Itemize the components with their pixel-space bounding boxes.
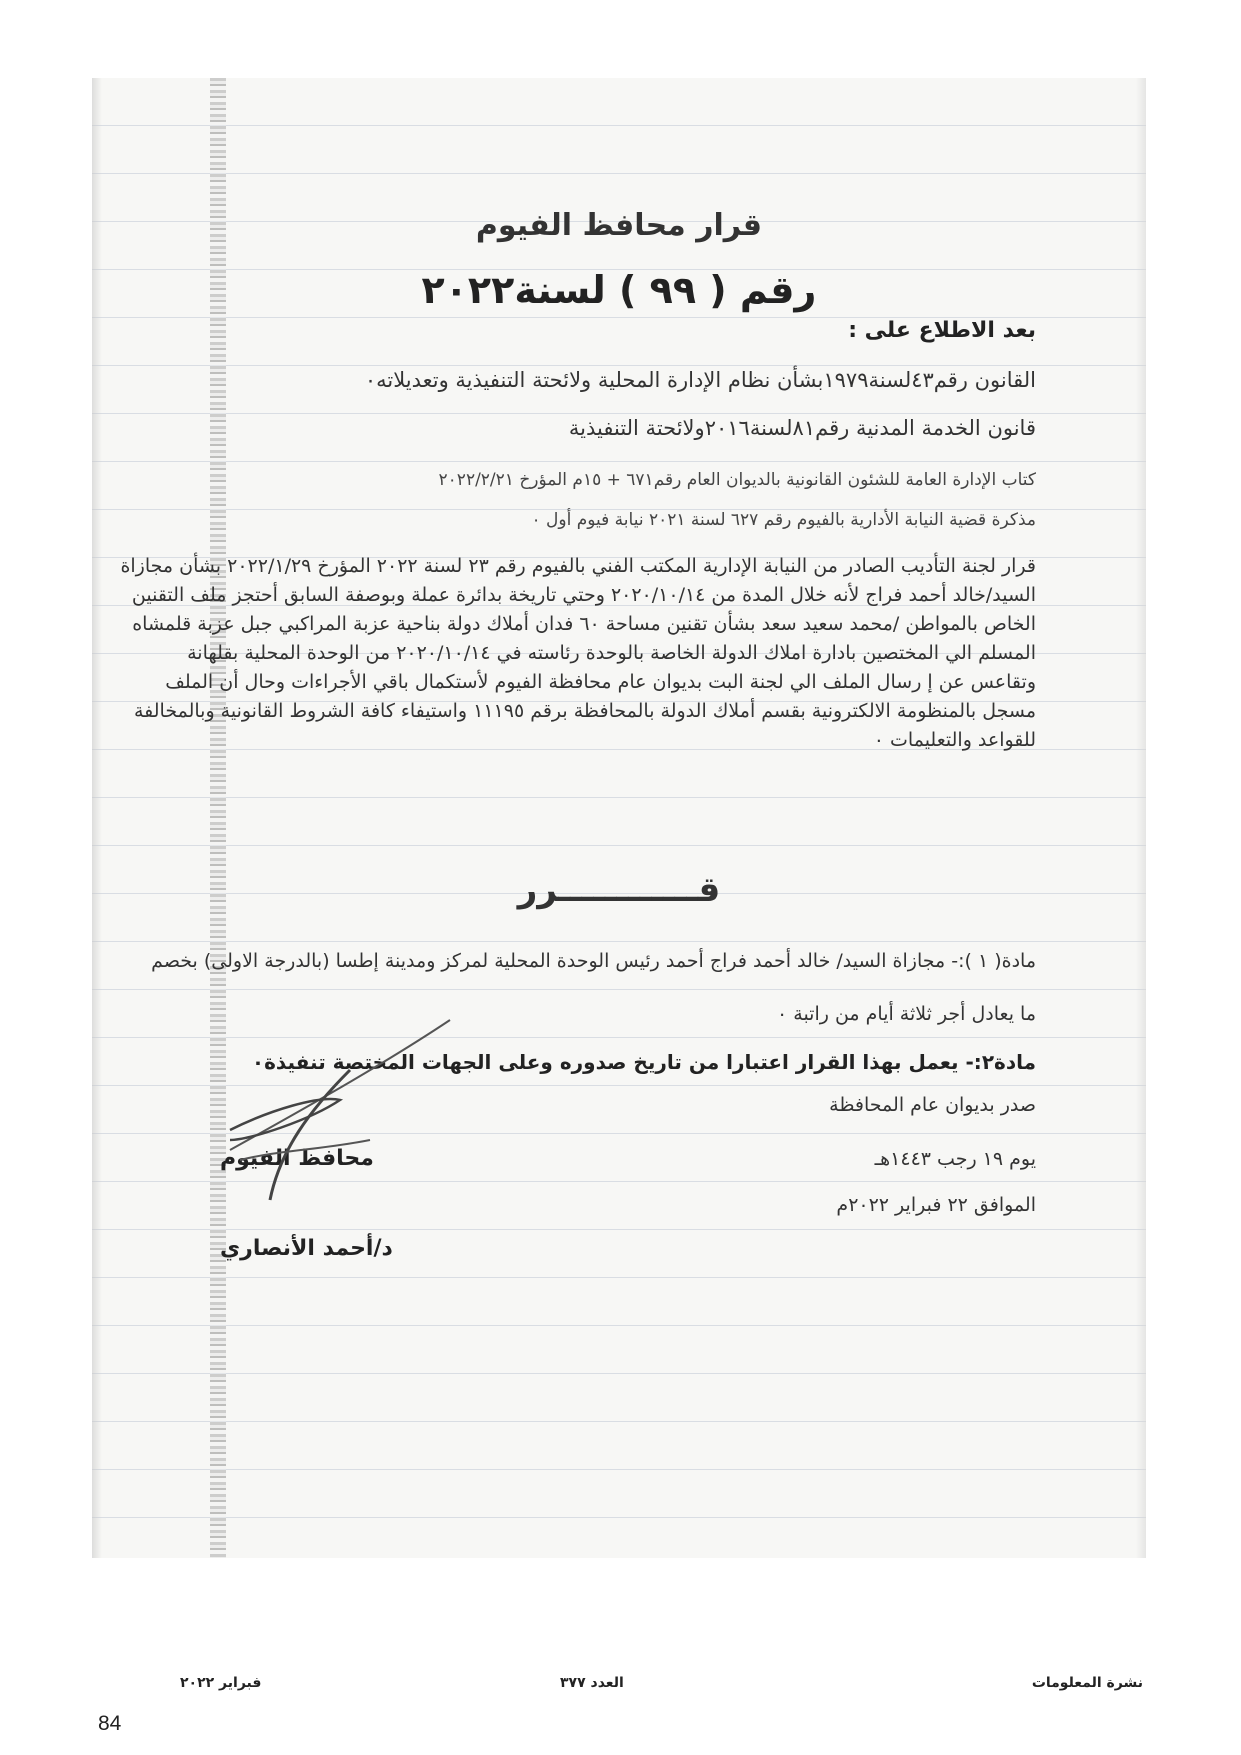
issued-at: صدر بديوان عام المحافظة xyxy=(829,1094,1036,1116)
decree-number: رقم ( ٩٩ ) لسنة٢٠٢٢ xyxy=(421,268,817,312)
scanned-page xyxy=(92,78,1146,1558)
decree-title: قرار محافظ الفيوم xyxy=(475,208,763,243)
footer-issue: العدد ٣٧٧ xyxy=(560,1675,624,1691)
article-2: مادة٢:- يعمل بهذا القرار اعتبارا من تاريخ صدوره وعلى الجهات المختصة تنفيذة٠ xyxy=(251,1050,1036,1074)
page-number: 84 xyxy=(98,1712,122,1735)
footer-publication: نشرة المعلومات xyxy=(1031,1675,1143,1691)
reference-line: قانون الخدمة المدنية رقم٨١لسنة٢٠١٦ولائحتة التنفيذية xyxy=(568,416,1036,440)
article-1-line-1: مادة( ١ ):- مجازاة السيد/ خالد أحمد فراج أحمد رئيس الوحدة المحلية لمركز ومدينة إطسا (بالدرجة الاولى) بخصم xyxy=(151,950,1036,972)
reference-line: مذكرة قضية النيابة الأدارية بالفيوم رقم ٦٢٧ لسنة ٢٠٢١ نيابة فيوم أول ٠ xyxy=(531,510,1036,530)
hijri-date: يوم ١٩ رجب ١٤٤٣هـ xyxy=(874,1148,1036,1170)
handwritten-signature xyxy=(110,1000,470,1220)
decision-heading: قــــــــــــرر xyxy=(517,870,721,910)
reference-line: القانون رقم٤٣لسنة١٩٧٩بشأن نظام الإدارة المحلية ولائحتة التنفيذية وتعديلاته٠ xyxy=(364,368,1036,392)
preamble-heading: بعد الاطلاع على : xyxy=(848,318,1036,343)
reference-line: كتاب الإدارة العامة للشئون القانونية بالديوان العام رقم٦٧١ + ١٥م المؤرخ ٢٠٢٢/٢/٢١ xyxy=(438,470,1036,490)
signer-name: د/أحمد الأنصاري xyxy=(220,1236,393,1261)
disciplinary-paragraph: قرار لجنة التأديب الصادر من النيابة الإدارية المكتب الفني بالفيوم رقم ٢٣ لسنة ٢٠٢٢ المؤرخ ٢٠٢٢/١/٢٩ بشأن مجازاة السيد/خالد أحمد فراج لأنه خلال المدة من ٢٠٢٠/١٠/١٤ وحتي تاريخة بدائرة عملة وبوصفة السابق أحتجز ملف التقنين الخاص بالمواطن /محمد سعيد سعد بشأن تقنين مساحة ٦٠ فدان أملاك دولة بناحية عزبة المراكبي جبل عزبة قلمشاه المسلم الي المختصين بادارة املاك الدولة الخاصة بالوحدة رئاسته في ٢٠٢٠/١٠/١٤ من الوحدة المحلية بقلهانة وتقاعس عن إ رسال الملف الي لجنة البت بديوان عام محافظة الفيوم لأستكمال باقي الأجراءات وحال أن الملف مسجل بالمنظومة الالكترونية بقسم أملاك الدولة بالمحافظة برقم ١١١٩٥ واستيفاء كافة الشروط القانونية وبالمخالفة للقواعد والتعليمات ٠ xyxy=(120,555,1036,751)
article-1-line-2: ما يعادل أجر ثلاثة أيام من راتبة ٠ xyxy=(777,1003,1036,1025)
footer-date: فبراير ٢٠٢٢ xyxy=(180,1675,262,1691)
gregorian-date: الموافق ٢٢ فبراير ٢٠٢٢م xyxy=(836,1194,1036,1216)
signer-title: محافظ الفيوم xyxy=(220,1146,374,1171)
